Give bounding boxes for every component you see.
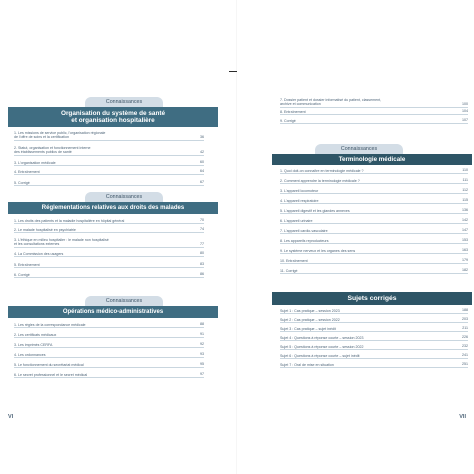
toc-entry-title: 3. L'organisation médicale [14, 161, 56, 165]
toc-entry-page: 147 [462, 228, 468, 233]
toc-entry-title: 4. La Commission des usagers [14, 252, 64, 256]
toc-entry-page: 93 [200, 352, 204, 357]
toc-entry[interactable] [280, 209, 468, 214]
toc-entry-page: 83 [200, 262, 204, 267]
toc-entry-title: 3. Les imprimés CERFA [14, 343, 53, 347]
page-number: VII [459, 414, 466, 420]
toc-entry[interactable] [280, 179, 468, 184]
toc-entry-title: 6. Le secret professionnel et le secret médical [14, 373, 88, 377]
toc-entry[interactable] [14, 323, 204, 328]
toc-entry-title: 3. L'éthique en milieu hospitalier : le malade non hospitalisé [14, 238, 109, 242]
toc-entry-title: 4. Les ordonnances [14, 353, 46, 357]
toc-entry-title: 1. Quoi doit-on connaître en terminologie médicale ? [280, 169, 364, 173]
toc-entry-page: 136 [462, 208, 468, 213]
toc-entry-page: 111 [462, 178, 468, 183]
toc-entry[interactable] [280, 229, 468, 234]
toc-entry[interactable] [280, 318, 468, 323]
toc-entry-title: 3. L'appareil locomoteur [280, 189, 319, 193]
toc-entry-title: 1. Les droits des patients et la maladie hospitalière en hôpital général [14, 219, 125, 223]
toc-entry[interactable] [280, 119, 468, 124]
toc-entry[interactable] [14, 373, 204, 378]
toc-entry-page: 188 [462, 308, 468, 313]
toc-entry[interactable] [14, 170, 204, 175]
toc-entry[interactable] [280, 249, 468, 254]
toc-entry[interactable] [14, 353, 204, 358]
toc-entry[interactable] [14, 228, 204, 233]
toc-entry-page: 153 [462, 238, 468, 243]
toc-entry[interactable] [280, 219, 468, 224]
toc-entry-title: 8. Entraînement [280, 110, 306, 114]
toc-entry-page: 80 [200, 251, 204, 256]
toc-entry-page: 95 [200, 362, 204, 367]
toc-entry-title: 5. L'appareil digestif et les glandes annexes [280, 209, 350, 213]
toc-entry[interactable] [14, 146, 204, 156]
toc-entry-title: des établissements publics de santé [14, 150, 72, 155]
toc-entry-page: 100 [462, 101, 468, 106]
toc-entry-title: 1. Les missions de service public, l'organisation régionale [14, 131, 106, 135]
toc-entry[interactable] [280, 336, 468, 341]
toc-entry-page: 88 [200, 322, 204, 327]
toc-entry-page: 67 [200, 180, 204, 185]
toc-entry-title: Sujet 1 : Cas pratique – session 2023 [280, 309, 340, 313]
toc-entry[interactable] [280, 199, 468, 204]
toc-entry-page: 182 [462, 268, 468, 273]
toc-entry-page: 232 [462, 344, 468, 349]
toc-entry[interactable] [280, 259, 468, 264]
toc-entry-title: 10. Entraînement [280, 259, 308, 263]
toc-entry-page: 163 [462, 248, 468, 253]
toc-entry-title: 2. Les certificats médicaux [14, 333, 57, 337]
toc-entry-title: Sujet 3 : Cas pratique – sujet inédit [280, 327, 336, 331]
toc-entry[interactable] [280, 98, 468, 108]
toc-entry-page: 241 [462, 353, 468, 358]
section-title-line: et organisation hospitalière [71, 117, 155, 124]
toc-entry-title: 5. Entraînement [14, 263, 40, 267]
toc-entry-page: 211 [462, 326, 468, 331]
toc-entry-title: 8. Les appareils reproducteurs [280, 239, 329, 243]
toc-entry[interactable] [14, 363, 204, 368]
toc-entry-title: Sujet 4 : Questions à réponse courte – session 2023 [280, 336, 364, 340]
toc-entry-title: 9. Corrigé [280, 119, 296, 123]
toc-entry-title: 6. Corrigé [14, 273, 30, 277]
toc-list [14, 131, 204, 191]
toc-entry[interactable] [280, 189, 468, 194]
toc-entry[interactable] [280, 239, 468, 244]
section-title-line: Organisation du système de santé [60, 109, 166, 117]
page-number: VI [8, 414, 14, 420]
toc-list [14, 219, 204, 283]
section-banner [272, 292, 472, 305]
section-title-line: Opérations médico-administratives [62, 308, 164, 315]
toc-entry-page: 97 [200, 372, 204, 377]
toc-entry-title: 7. Dossier patient et dossier informatisé du patient, classement, [280, 98, 382, 102]
toc-entry-title: 2. Comment apprendre la terminologie médicale ? [280, 179, 360, 183]
section-title-line: Réglementations relatives aux droits des malades [41, 204, 185, 211]
toc-entry-page: 179 [462, 258, 468, 263]
toc-entry-page: 77 [200, 241, 204, 246]
section-title-line: Sujets corrigés [347, 294, 397, 302]
toc-entry[interactable] [280, 327, 468, 332]
toc-entry-page: 86 [200, 272, 204, 277]
toc-entry-title: 4. L'appareil respiratoire [280, 199, 319, 203]
toc-entry-page: 70 [200, 218, 204, 223]
toc-entry-page: 104 [462, 109, 468, 114]
toc-entry-page: 203 [462, 317, 468, 322]
toc-entry-title: 5. Corrigé [14, 181, 30, 185]
toc-entry-title: 2. Le malade hospitalisé en psychiatrie [14, 228, 76, 232]
toc-entry-title: de l'offre de soins et la certification [14, 135, 69, 140]
toc-entry[interactable] [14, 333, 204, 338]
toc-entry-page: 142 [462, 218, 468, 223]
toc-entry-title: 9. Le système nerveux et les organes des sens [280, 249, 356, 253]
toc-entry[interactable] [280, 345, 468, 350]
toc-entry-title: Sujet 2 : Cas pratique – session 2022 [280, 318, 340, 322]
toc-entry[interactable] [280, 110, 468, 115]
toc-entry[interactable] [280, 169, 468, 174]
toc-entry-page: 107 [462, 118, 468, 123]
section-banner [8, 107, 218, 127]
section-banner [272, 154, 472, 165]
toc-entry[interactable] [14, 252, 204, 257]
toc-entry-title: 5. Le fonctionnement du secrétariat médical [14, 363, 84, 367]
toc-entry-title: 4. Entraînement [14, 170, 40, 174]
toc-entry-page: 251 [462, 362, 468, 367]
section-tab: Connaissances [85, 296, 163, 307]
toc-entry-page: 64 [200, 169, 204, 174]
toc-entry-title: Sujet 6 : Questions à réponse courte – sujet inédit [280, 354, 360, 358]
toc-entry-page: 74 [200, 227, 204, 232]
toc-entry[interactable] [14, 131, 204, 141]
toc-entry[interactable] [14, 343, 204, 348]
toc-entry-title: 11. Corrigé [280, 269, 298, 273]
toc-entry-page: 60 [200, 160, 204, 165]
section-tab: Connaissances [85, 192, 163, 203]
right-page [237, 0, 474, 474]
section-title-line: Terminologie médicale [338, 155, 406, 163]
toc-entry-title: et les consultations externes [14, 242, 60, 247]
toc-entry-page: 42 [200, 149, 204, 154]
toc-entry-title: 2. Statut, organisation et fonctionnement interne [14, 146, 91, 150]
toc-entry[interactable] [14, 238, 204, 248]
toc-entry[interactable] [14, 181, 204, 186]
toc-entry[interactable] [280, 363, 468, 368]
toc-list [280, 309, 468, 375]
toc-list [14, 323, 204, 383]
toc-entry[interactable] [280, 309, 468, 314]
toc-entry-title: Sujet 7 : Oral de mise en situation [280, 363, 334, 367]
toc-list [280, 98, 468, 130]
toc-entry-title: archive et communication [280, 102, 321, 107]
toc-entry[interactable] [14, 161, 204, 166]
toc-entry-title: 1. Les règles de la correspondance médicale [14, 323, 86, 327]
section-tab: Connaissances [315, 144, 403, 155]
toc-entry-page: 110 [462, 168, 468, 173]
section-tab: Connaissances [85, 97, 163, 108]
toc-entry-page: 36 [200, 134, 204, 139]
toc-entry-title: Sujet 5 : Questions à réponse courte – session 2022 [280, 345, 364, 349]
toc-entry-page: 115 [462, 198, 468, 203]
toc-entry-page: 112 [462, 188, 468, 193]
toc-list [280, 169, 468, 277]
toc-entry[interactable] [14, 273, 204, 278]
toc-entry-page: 226 [462, 335, 468, 340]
toc-entry[interactable] [280, 354, 468, 359]
section-banner [8, 202, 218, 214]
section-banner [8, 306, 218, 318]
toc-entry-title: 7. L'appareil cardio-vasculaire [280, 229, 328, 233]
toc-entry-page: 92 [200, 342, 204, 347]
toc-entry[interactable] [14, 263, 204, 268]
toc-entry[interactable] [280, 269, 468, 274]
toc-entry[interactable] [14, 219, 204, 224]
toc-entry-page: 91 [200, 332, 204, 337]
toc-entry-title: 6. L'appareil urinaire [280, 219, 313, 223]
